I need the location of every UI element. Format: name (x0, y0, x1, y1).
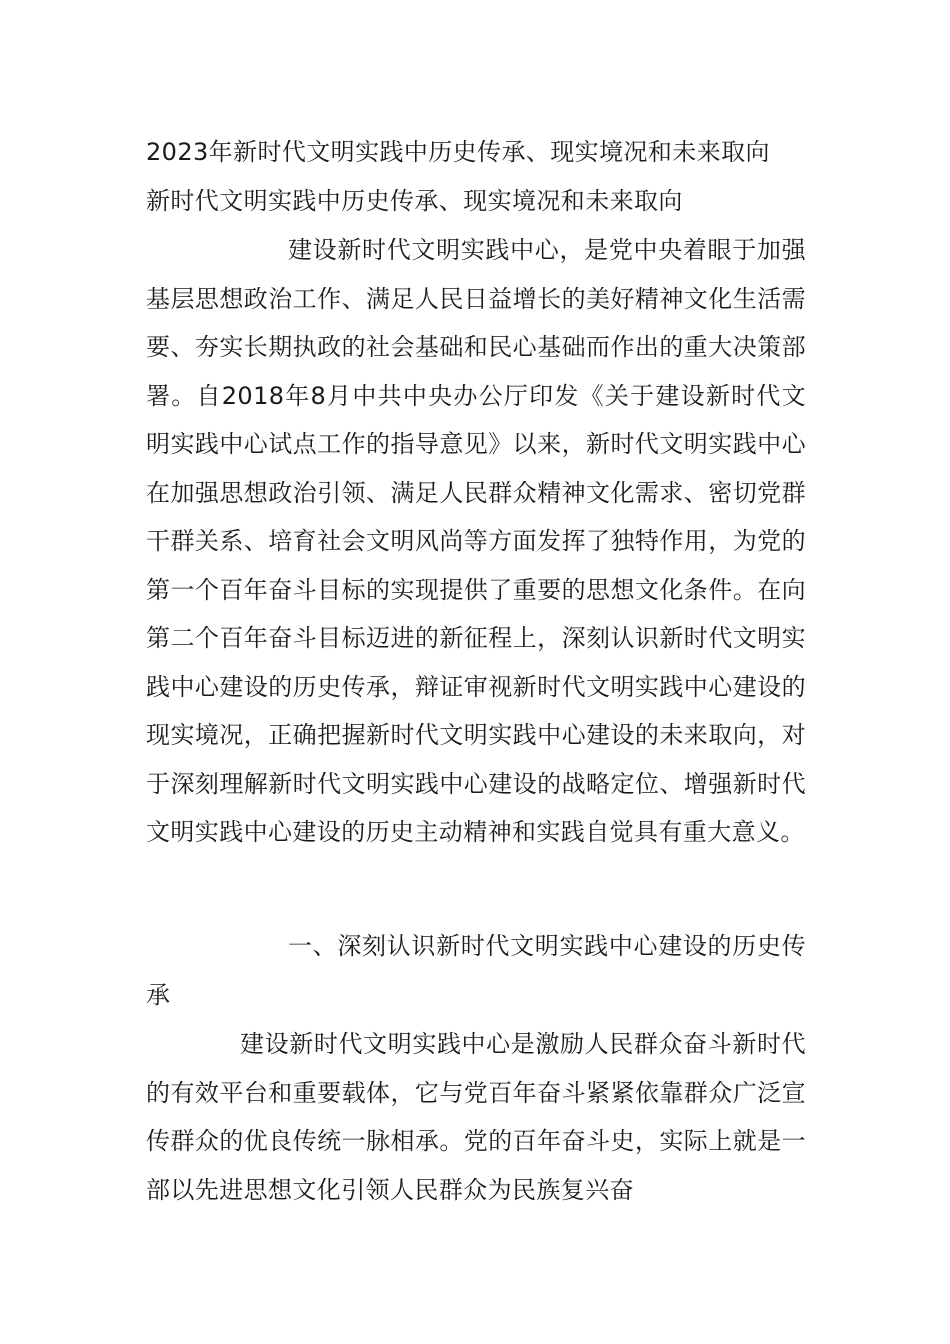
section-heading: 一、深刻认识新时代文明实践中心建设的历史传承 (146, 932, 806, 1009)
paragraph-intro: 建设新时代文明实践中心，是党中央着眼于加强基层思想政治工作、满足人民日益增长的美好精神文化生活需要、夯实长期执政的社会基础和民心基础而作出的重大决策部署。自2018年8月中共中央办公厅印发《关于建设新时代文明实践中心试点工作的指导意见》以来，新时代文明实践中心在加强思想政治引领、满足人民群众精神文化需求、密切党群干群关系、培育社会文明风尚等方面发挥了独特作用，为党的第一个百年奋斗目标的实现提供了重要的思想文化条件。在向第二个百年奋斗目标迈进的新征程上，深刻认识新时代文明实践中心建设的历史传承，辩证审视新时代文明实践中心建设的现实境况，正确把握新时代文明实践中心建设的未来取向，对于深刻理解新时代文明实践中心建设的战略定位、增强新时代文明实践中心建设的历史主动精神和实践自觉具有重大意义。 (146, 236, 806, 846)
document-title: 2023年新时代文明实践中历史传承、现实境况和未来取向 (146, 138, 770, 166)
paragraph-body: 建设新时代文明实践中心是激励人民群众奋斗新时代的有效平台和重要载体，它与党百年奋斗紧紧依靠群众广泛宣传群众的优良传统一脉相承。党的百年奋斗史，实际上就是一部以先进思想文化引领人民群众为民族复兴奋 (146, 1030, 806, 1204)
document-subtitle: 新时代文明实践中历史传承、现实境况和未来取向 (146, 187, 683, 215)
